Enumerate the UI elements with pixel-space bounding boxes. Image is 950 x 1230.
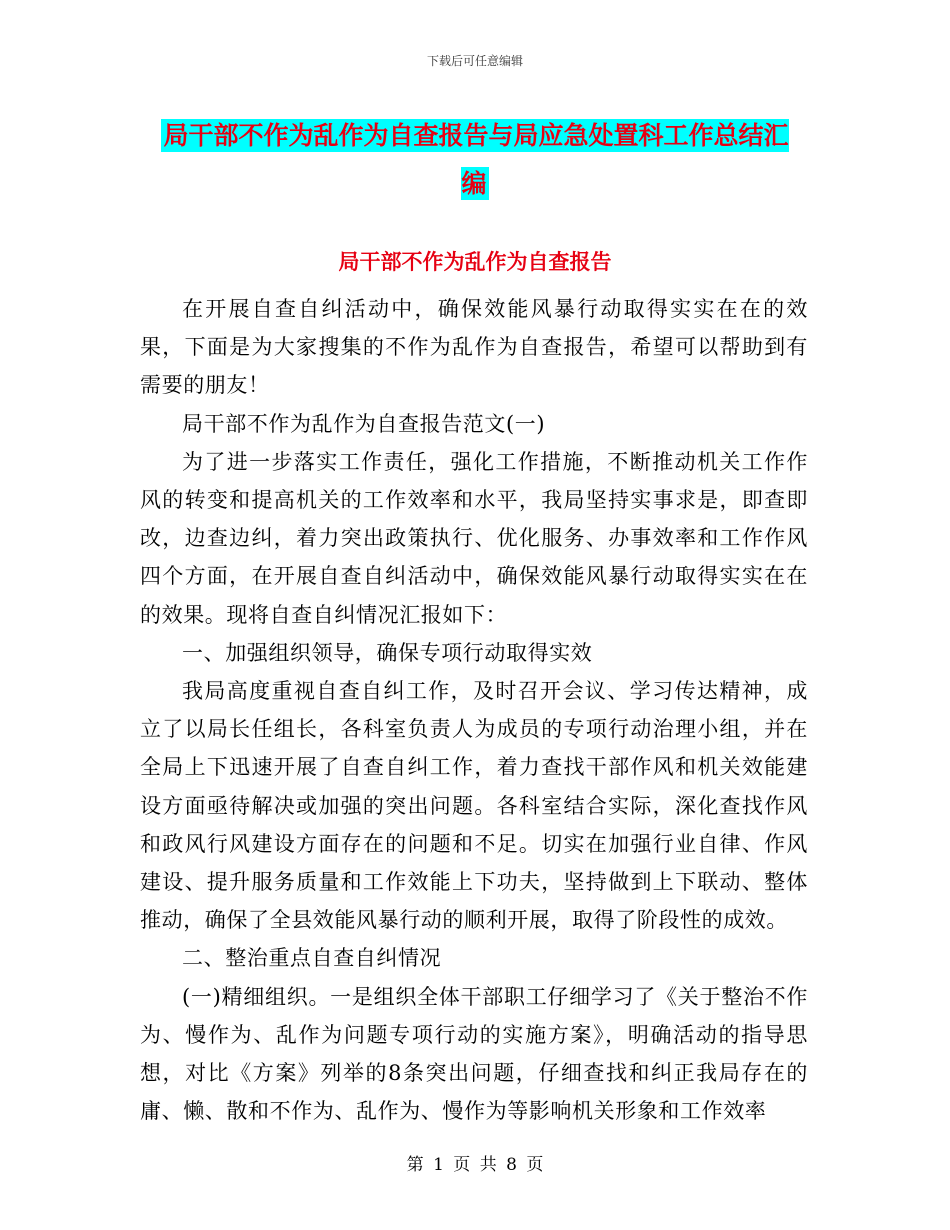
page-footer: 第 1 页 共 8 页 xyxy=(406,1155,544,1175)
document-body xyxy=(140,290,808,1130)
paragraph-detail: (一)精细组织。一是组织全体干部职工仔细学习了《关于整治不作为、慢作为、乱作为问题专项行动的实施方案》，明确活动的指导思想，对比《方案》列举的8条突出问题，仔细查找和纠正我局存在的庸、懒、散和不作为、乱作为、慢作为等影响机关形象和工作效率 xyxy=(140,984,808,1124)
document-title-highlight: 局干部不作为乱作为自查报告与局应急处置科工作总结汇编 xyxy=(163,121,789,198)
header-note: 下载后可任意编辑 xyxy=(426,54,523,68)
section-title: 局干部不作为乱作为自查报告 xyxy=(338,250,612,274)
section-heading-1: 一、加强组织领导，确保专项行动取得实效 xyxy=(182,640,593,665)
section-heading-2: 二、整治重点自查自纠情况 xyxy=(182,946,442,971)
document-title xyxy=(150,112,800,208)
paragraph-intro: 在开展自查自纠活动中，确保效能风暴行动取得实实在在的效果，下面是为大家搜集的不作为乱作为自查报告，希望可以帮助到有需要的朋友！ xyxy=(140,297,808,398)
paragraph-organization: 我局高度重视自查自纠工作，及时召开会议、学习传达精神，成立了以局长任组长，各科室负责人为成员的专项行动治理小组，并在全局上下迅速开展了自查自纠工作，着力查找干部作风和机关效能建设方面亟待解决或加强的突出问题。各科室结合实际，深化查找作风和政风行风建设方面存在的问题和不足。切实在加强行业自律、作风建设、提升服务质量和工作效能上下功夫，坚持做到上下联动、整体推动，确保了全县效能风暴行动的顺利开展，取得了阶段性的成效。 xyxy=(140,679,808,933)
paragraph-example-heading: 局干部不作为乱作为自查报告范文(一) xyxy=(182,411,546,436)
paragraph-overview: 为了进一步落实工作责任，强化工作措施，不断推动机关工作作风的转变和提高机关的工作效率和水平，我局坚持实事求是，即查即改，边查边纠，着力突出政策执行、优化服务、办事效率和工作作风四个方面，在开展自查自纠活动中，确保效能风暴行动取得实实在在的效果。现将自查自纠情况汇报如下： xyxy=(140,449,808,627)
